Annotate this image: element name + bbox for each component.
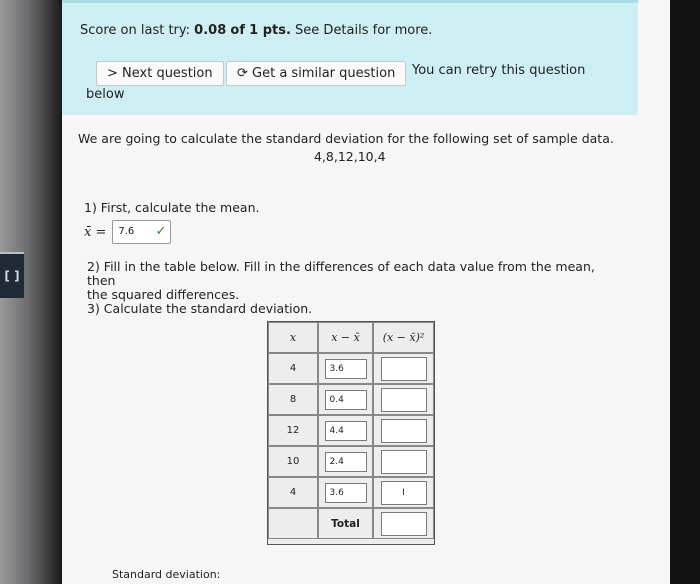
difference-input-3[interactable]: 4.4 — [325, 421, 367, 441]
mean-input[interactable]: 7.6 ✓ — [112, 220, 171, 244]
header-x: x — [268, 322, 318, 353]
steps-2-3-text: 2) Fill in the table below. Fill in the differences of each data value from the mean, then the squared differences. 3) Calculate the standard deviation. — [87, 259, 595, 316]
difference-input-2[interactable]: 0.4 — [325, 390, 367, 410]
squared-input-2[interactable] — [381, 388, 427, 412]
header-difference: x − x̄ — [318, 322, 373, 353]
similar-question-button[interactable]: ⟳ Get a similar question — [226, 61, 406, 86]
step-1-text: 1) First, calculate the mean. — [84, 200, 260, 215]
squared-input-4[interactable] — [381, 450, 427, 474]
difference-input-5[interactable]: 3.6 — [325, 483, 367, 503]
sample-dataset: 4,8,12,10,4 — [314, 149, 386, 164]
check-icon: ✓ — [155, 224, 167, 239]
difference-input-4[interactable]: 2.4 — [325, 452, 367, 472]
total-label: Total — [318, 508, 373, 539]
table-total-empty — [268, 508, 318, 539]
table-row-3-x: 12 — [268, 415, 318, 446]
score-value: 0.08 — [194, 23, 227, 38]
retry-text-continued: below — [86, 87, 125, 102]
table-row-4-x: 10 — [268, 446, 318, 477]
next-question-button[interactable]: > Next question — [96, 61, 224, 86]
table-row-5-x: 4 — [268, 477, 318, 508]
squared-input-3[interactable] — [381, 419, 427, 443]
deviation-table — [267, 321, 435, 545]
question-intro: We are going to calculate the standard deviation for the following set of sample data. — [78, 131, 614, 146]
webpage-screen — [62, 0, 670, 584]
window-snap-icon: [ ] — [0, 252, 24, 298]
table-row-1-x: 4 — [268, 353, 318, 384]
score-line: Score on last try: 0.08 of 1 pts. See Details for more. — [80, 23, 433, 38]
monitor-bezel-right — [670, 0, 700, 584]
mean-symbol: x̄ = — [84, 224, 107, 240]
squared-input-1[interactable] — [381, 357, 427, 381]
difference-input-1[interactable]: 3.6 — [325, 359, 367, 379]
header-squared-difference: (x − x̄)² — [373, 322, 434, 353]
retry-text: You can retry this question — [412, 63, 586, 78]
table-row-2-x: 8 — [268, 384, 318, 415]
text-cursor-icon: I — [402, 487, 405, 498]
total-squared-input[interactable] — [381, 512, 427, 536]
squared-input-5[interactable] — [381, 481, 427, 505]
mean-row — [84, 220, 171, 244]
standard-deviation-label: Standard deviation: — [112, 568, 221, 581]
score-banner — [62, 0, 638, 115]
